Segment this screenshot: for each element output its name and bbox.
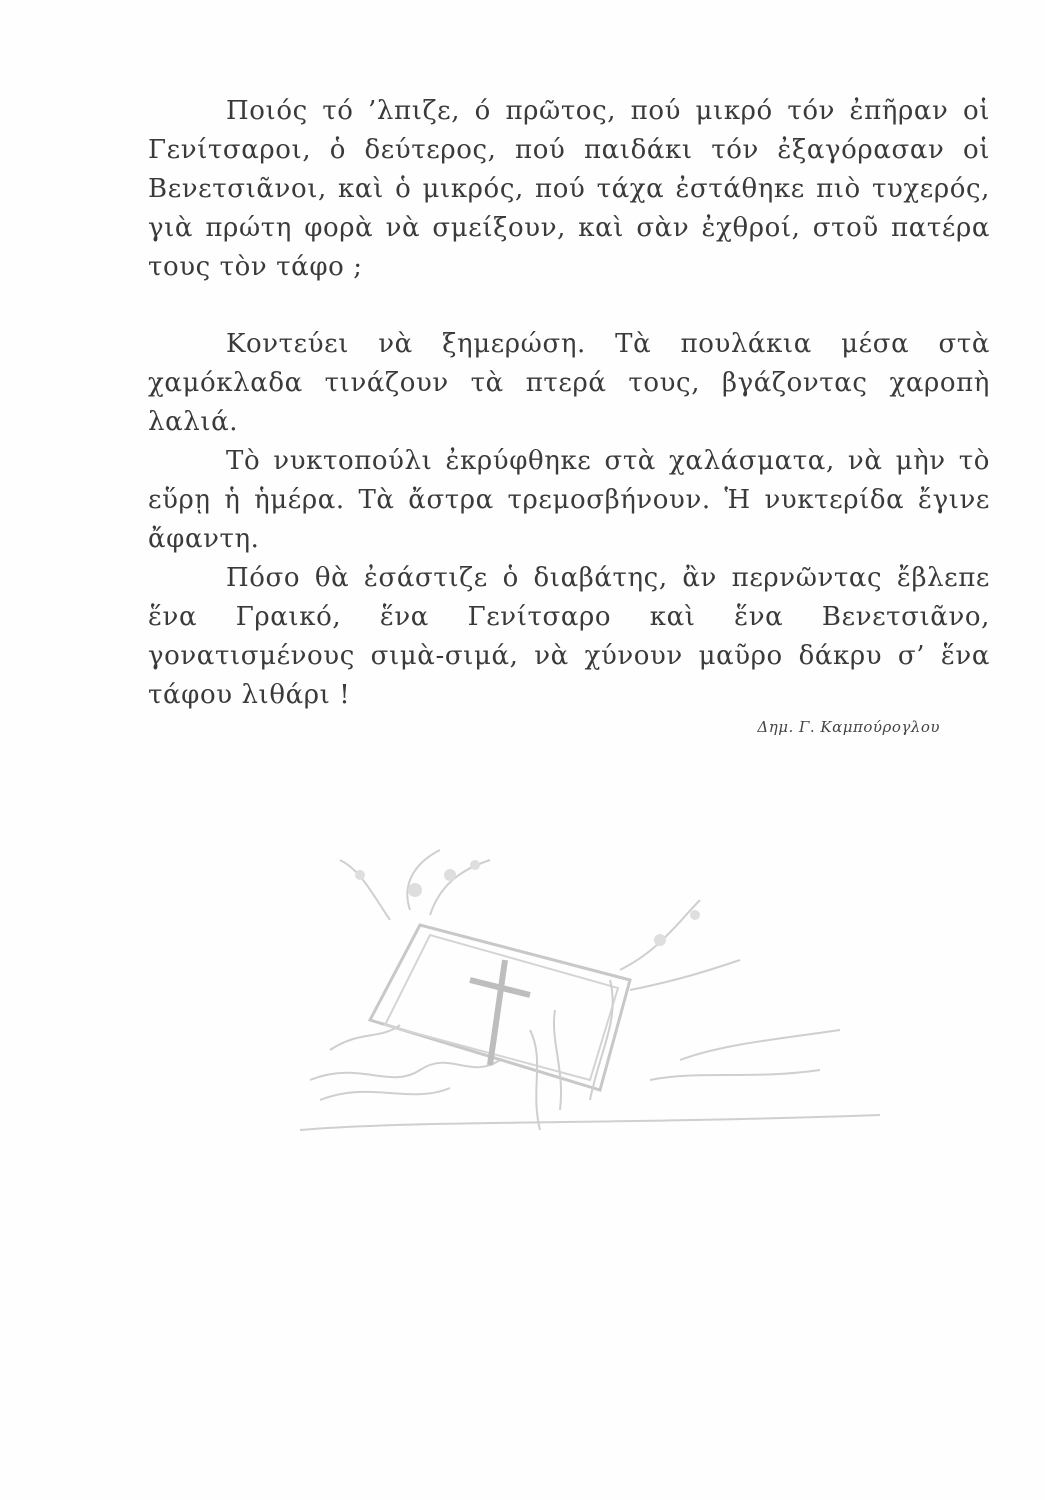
author-signature: Δημ. Γ. Καμπούρογλου xyxy=(757,718,940,736)
body-text xyxy=(148,92,990,715)
paragraph-1: Ποιός τό ’λπιζε, ό πρῶτος, πού μικρό τόν ἐπῆραν οἱ Γενίτσαροι, ὁ δεύτερος, πού παιδάκι τόν ἐξαγόρασαν οἱ Βενετσιᾶνοι, καὶ ὁ μικρός, πού τάχα ἐστάθηκε πιὸ τυχερός, γιὰ πρώτη φορὰ νὰ σμείξουν, καὶ σὰν ἐχθροί, στοῦ πατέρα τους τὸν τάφο ; xyxy=(148,96,990,282)
gravestone-with-cross-illustration xyxy=(300,830,880,1190)
paragraph-3: Τὸ νυκτοπούλι ἐκρύφθηκε στὰ χαλάσματα, νὰ μὴν τὸ εὕρῃ ἡ ἡμέρα. Τὰ ἄστρα τρεμοσβήνουν. Ἡ νυκτερίδα ἔγινε ἄφαντη. xyxy=(148,446,990,554)
paragraph-2: Κοντεύει νὰ ξημερώση. Τὰ πουλάκια μέσα στὰ χαμόκλαδα τινάζουν τὰ πτερά τους, βγάζοντας χαροπὴ λαλιά. xyxy=(148,329,990,437)
paragraph-4: Πόσο θὰ ἐσάστιζε ὁ διαβάτης, ἂν περνῶντας ἔβλεπε ἕνα Γραικό, ἕνα Γενίτσαρο καὶ ἕνα Βενετσιᾶνο, γονατισμένους σιμὰ-σιμά, νὰ χύνουν μαῦρο δάκρυ σ’ ἕνα τάφου λιθάρι ! xyxy=(148,563,990,710)
